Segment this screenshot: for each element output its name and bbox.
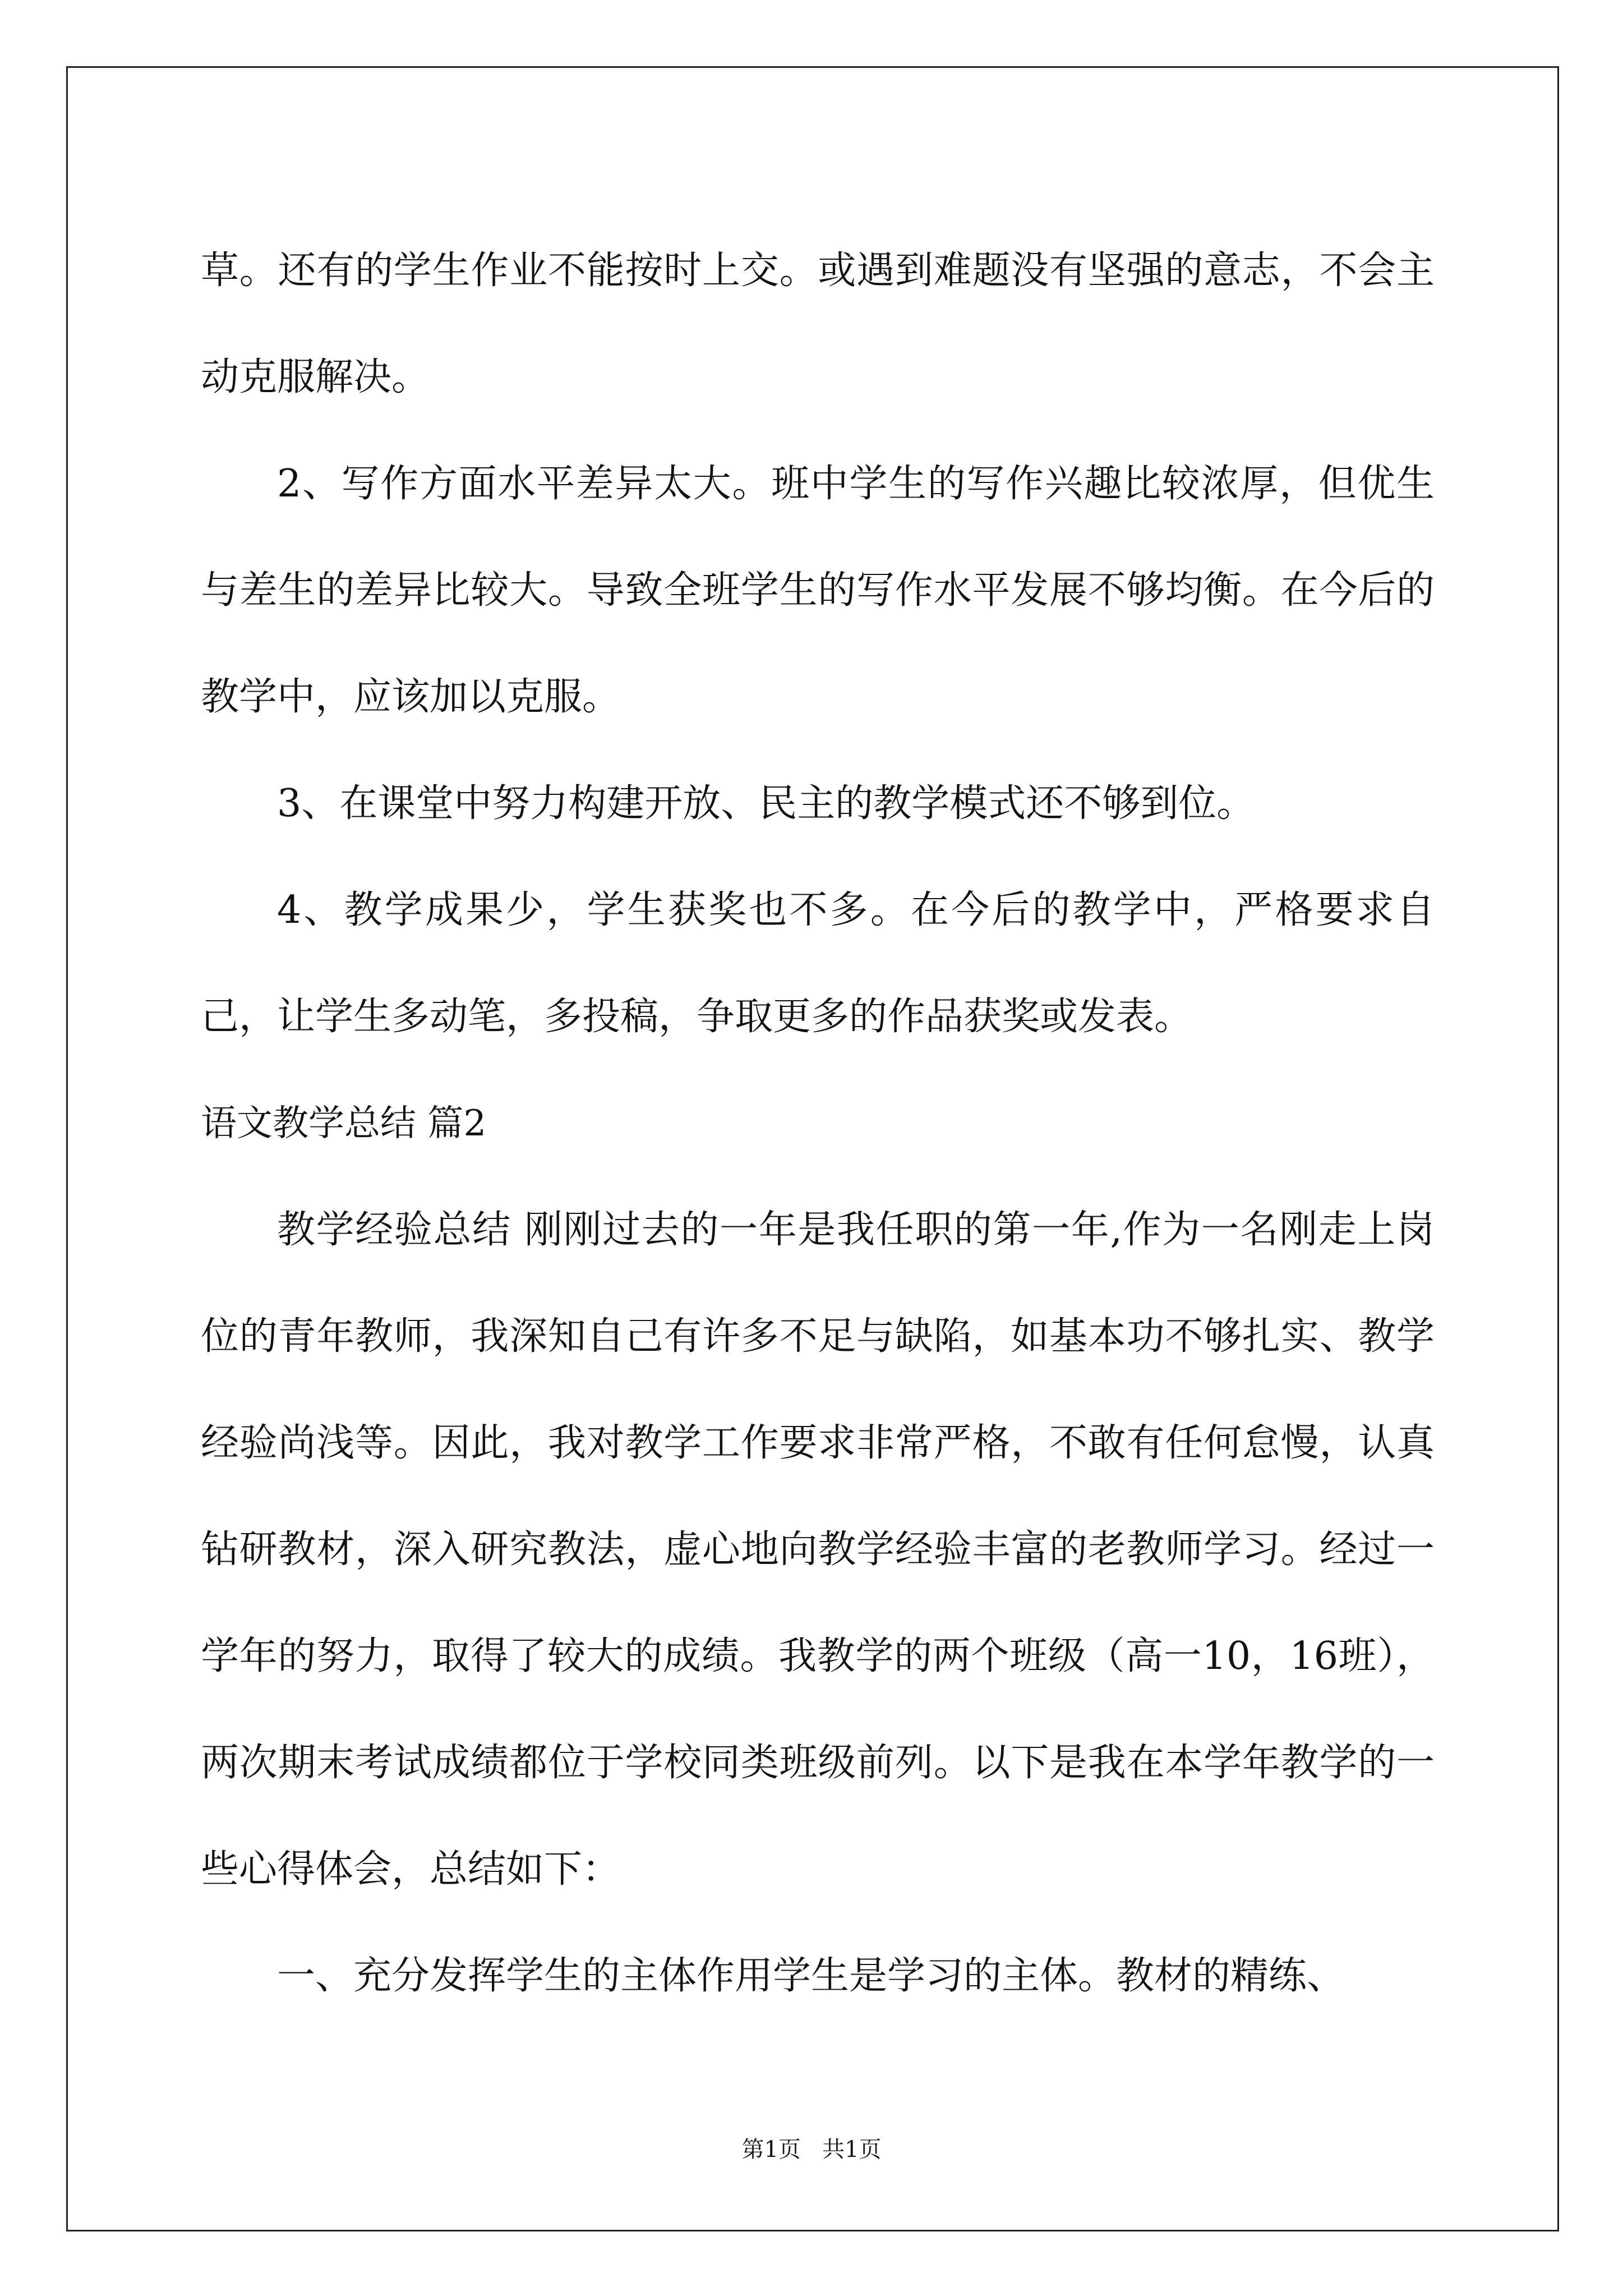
page-footer: 第1页 共1页 [741,2137,882,2162]
section-heading: 语文教学总结 篇2 [201,1103,487,1144]
paragraph-item-4: 4、教学成果少，学生获奖也不多。在今后的教学中，严格要求自己，让学生多动笔，多投稿，争取更多的作品获奖或发表。 [201,888,1435,1039]
paragraph-summary-intro: 教学经验总结 刚刚过去的一年是我任职的第一年,作为一名刚走上岗位的青年教师，我深知自己有许多不足与缺陷，如基本功不够扎实、教学经验尚浅等。因此，我对教学工作要求非常严格，不敢有任何怠慢，认真钻研教材，深入研究教法，虚心地向教学经验丰富的老教师学习。经过一学年的努力，取得了较大的成绩。我教学的两个班级（高一10，16班），两次期末考试成绩都位于学校同类班级前列。以下是我在本学年教学的一些心得体会，总结如下： [201,1208,1435,1892]
paragraph-continuation: 草。还有的学生作业不能按时上交。或遇到难题没有坚强的意志，不会主动克服解决。 [201,249,1435,399]
document-body [201,218,1435,2030]
paragraph-item-3: 3、在课堂中努力构建开放、民主的教学模式还不够到位。 [277,781,1255,826]
paragraph-item-2: 2、写作方面水平差异太大。班中学生的写作兴趣比较浓厚，但优生与差生的差异比较大。导致全班学生的写作水平发展不够均衡。在今后的教学中，应该加以克服。 [201,462,1435,719]
paragraph-point-one: 一、充分发挥学生的主体作用学生是学习的主体。教材的精练、 [277,1954,1345,1998]
